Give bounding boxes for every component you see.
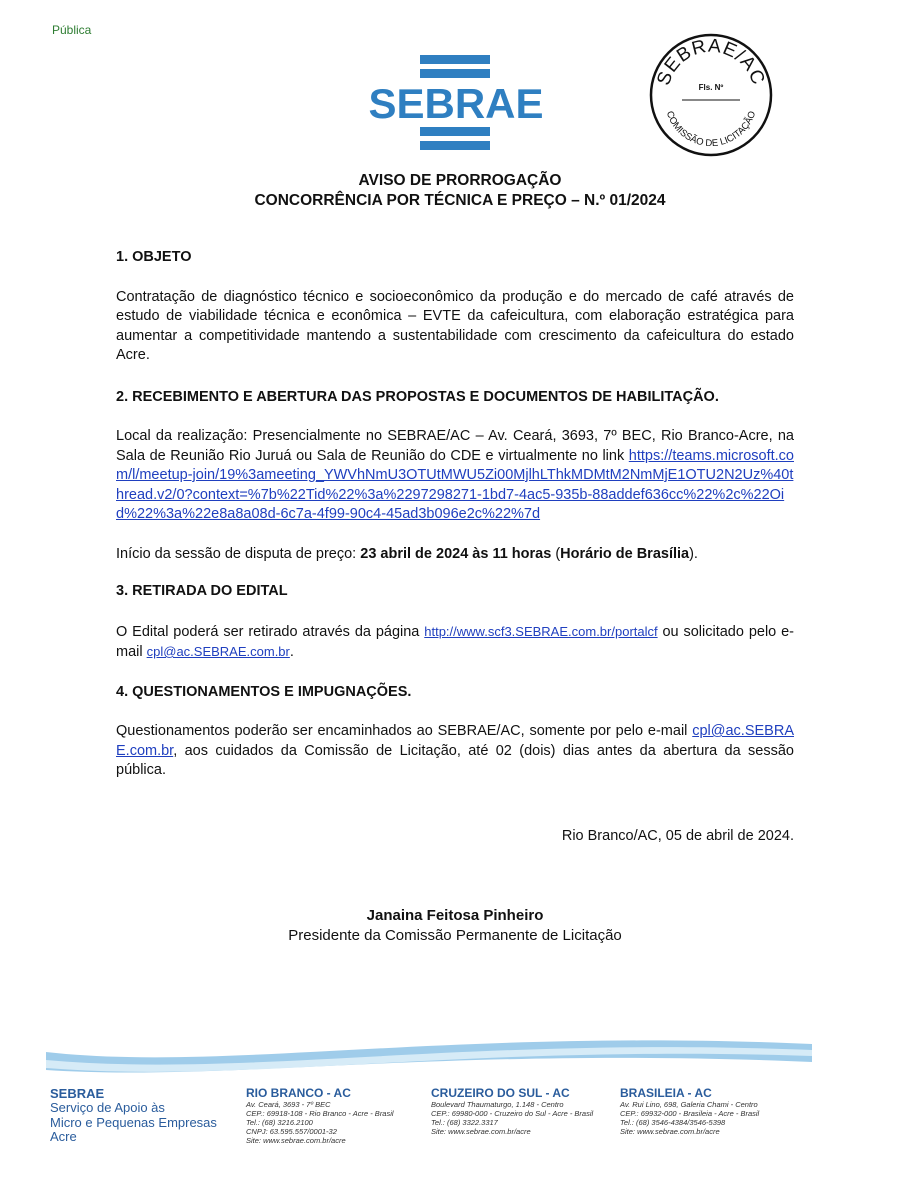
footer-office-brasileia xyxy=(620,1086,759,1136)
footer-org-line-2: Micro e Pequenas Empresas xyxy=(50,1114,217,1130)
office-line: Tel.: (68) 3216.2100 xyxy=(246,1118,313,1127)
section-4-prefix: Questionamentos poderão ser encaminhados ao SEBRAE/AC, somente por pelo e-mail xyxy=(116,723,693,739)
office-line: Boulevard Thaumaturgo, 1.148 - Centro xyxy=(431,1100,564,1109)
footer-org xyxy=(50,1086,217,1145)
section-2-body xyxy=(116,427,794,525)
office-line: CEP.: 69980-000 - Cruzeiro do Sul - Acre - Brasil xyxy=(431,1109,594,1118)
section-2-text: Local da realização: Presencialmente no SEBRAE/AC – Av. Ceará, 3693, 7º BEC, Rio Branco-Acre, na Sala de Reunião Rio Juruá ou Sala de Reunião do CDE e virtualmente no link xyxy=(116,428,794,464)
svg-text:SEBRAE/AC xyxy=(653,36,768,89)
stamp-top-text: SEBRAE/AC xyxy=(653,35,769,89)
office-line: CNPJ: 63.595.557/0001-32 xyxy=(246,1127,337,1136)
signatory-name: Janaina Feitosa Pinheiro xyxy=(366,907,544,924)
email-link-1[interactable]: cpl@ac.SEBRAE.com.br xyxy=(146,644,290,659)
portal-link[interactable]: http://www.scf3.SEBRAE.com.br/portalcf xyxy=(424,623,658,639)
section-3-title: 3. RETIRADA DO EDITAL xyxy=(116,583,288,599)
signatory-role: Presidente da Comissão Permanente de Licitação xyxy=(288,926,622,944)
section-4-end: , aos cuidados da Comissão de Licitação, até 02 (dois) dias antes da abertura da sessão pública. xyxy=(116,742,794,778)
date-line: Rio Branco/AC, 05 de abril de 2024. xyxy=(561,827,794,844)
section-4-body xyxy=(116,722,794,781)
notice-title xyxy=(100,171,820,211)
session-mid: ( xyxy=(551,545,561,562)
office-line: CEP.: 69932-000 - Brasileia - Acre - Brasil xyxy=(620,1109,760,1118)
office-line: Av. Rui Lino, 698, Galeria Chami - Centro xyxy=(620,1100,758,1109)
classification-label: Pública xyxy=(52,23,92,37)
title-line-1: AVISO DE PRORROGAÇÃO xyxy=(358,172,562,189)
office-line: Site: www.sebrae.com.br/acre xyxy=(246,1136,346,1145)
document-body xyxy=(116,248,794,945)
footer-org-title: SEBRAE xyxy=(50,1086,105,1101)
section-3-body xyxy=(116,622,794,663)
session-end: ). xyxy=(689,545,698,562)
sebrae-logo xyxy=(366,55,546,153)
signature-block xyxy=(116,906,794,945)
title-line-2: CONCORRÊNCIA POR TÉCNICA E PREÇO – N.º 01/2024 xyxy=(254,192,666,209)
session-timezone: Horário de Brasília xyxy=(560,545,690,562)
section-1-body: Contratação de diagnóstico técnico e socioeconômico da produção e do mercado de café através de estudo de viabilidade técnica e econômica – EVTE da cafeicultura, com elaboração estratégica para aumentar a competitividade mantendo a sustentabilidade com crescimento da cafeicultura do estado Acre. xyxy=(116,288,794,363)
office-line: Tel.: (68) 3322.3317 xyxy=(431,1118,498,1127)
session-date: 23 abril de 2024 às 11 horas xyxy=(360,545,552,562)
section-3-prefix: O Edital poderá ser retirado através da página xyxy=(116,623,425,640)
footer-office-cruzeiro xyxy=(431,1086,593,1136)
footer-org-line-1: Serviço de Apoio às xyxy=(50,1100,165,1115)
office-line: Site: www.sebrae.com.br/acre xyxy=(431,1127,531,1136)
session-info xyxy=(116,545,794,565)
office-city: RIO BRANCO - AC xyxy=(246,1086,351,1100)
teams-meeting-link[interactable]: https://teams.microsoft.com/l/meetup-join/19%3ameeting_YWVhNmU3OTUtMWU5Zi00MjlhLThkMDMtM2NmMjE1OTU2N2Uz%40thread.v2/0?context=%7b%22Tid%22%3a%2297298271-1bd7-4ac5-935b-88addef636cc%22%2c%22Oid%22%3a%22e8a8a08d-6c7a-4f99-90c4-45ad3b096e2c%22%7d xyxy=(116,447,794,522)
section-3-end: . xyxy=(289,644,294,660)
footer-org-line-3: Acre xyxy=(50,1129,77,1144)
logo-text: SEBRAE xyxy=(368,80,544,127)
stamp-middle-text: Fls. Nº xyxy=(698,83,724,92)
svg-text:COMISSÃO DE LICITAÇÃO xyxy=(664,110,759,149)
stamp-bottom-text: COMISSÃO DE LICITAÇÃO xyxy=(663,109,759,150)
footer-office-rio-branco xyxy=(246,1086,394,1145)
session-prefix: Início da sessão de disputa de preço: xyxy=(116,545,361,562)
office-city: BRASILEIA - AC xyxy=(620,1086,712,1100)
footer-wave xyxy=(46,1022,812,1082)
office-line: Av. Ceará, 3693 - 7º BEC xyxy=(246,1100,331,1109)
section-3-mid: ou solicitado pelo e-mail xyxy=(116,623,794,660)
page-footer xyxy=(50,1086,840,1156)
office-city: CRUZEIRO DO SUL - AC xyxy=(431,1086,570,1100)
email-link-2[interactable]: cpl@ac.SEBRAE.com.br xyxy=(116,723,794,759)
section-4-title: 4. QUESTIONAMENTOS E IMPUGNAÇÕES. xyxy=(116,683,412,700)
office-line: Site: www.sebrae.com.br/acre xyxy=(620,1127,720,1136)
section-1-title: 1. OBJETO xyxy=(116,249,192,265)
office-line: CEP.: 69918-108 - Rio Branco - Acre - Brasil xyxy=(246,1109,394,1118)
office-line: Tel.: (68) 3546-4384/3546-5398 xyxy=(620,1118,726,1127)
commission-stamp xyxy=(648,32,774,158)
section-2-title: 2. RECEBIMENTO E ABERTURA DAS PROPOSTAS E DOCUMENTOS DE HABILITAÇÃO. xyxy=(116,388,719,405)
